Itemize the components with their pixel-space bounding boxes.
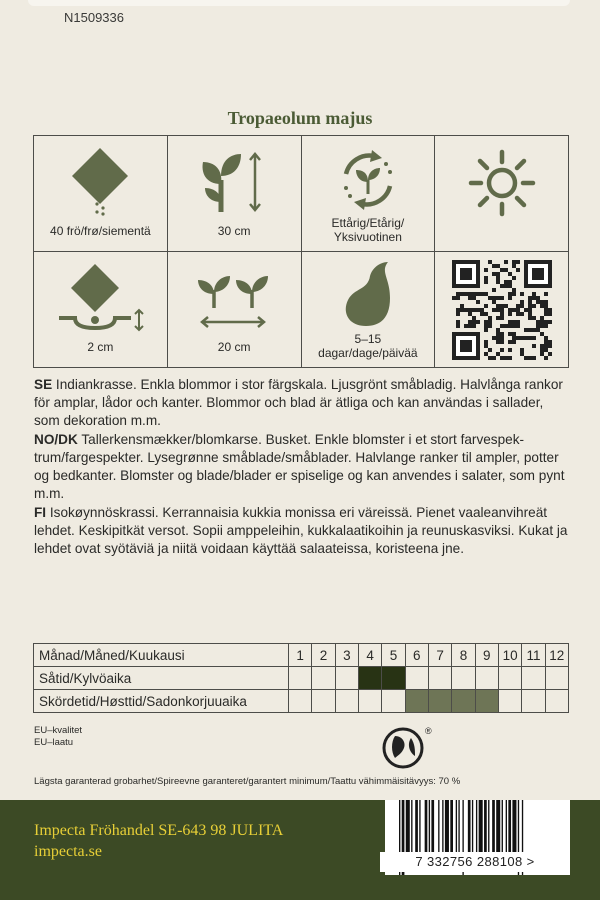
month-6: 6 <box>405 644 428 667</box>
month-10: 10 <box>498 644 521 667</box>
sowing-row-label: Såtid/Kylvöaika <box>34 667 289 690</box>
sowing-month-5-cell <box>382 667 405 690</box>
month-12: 12 <box>545 644 568 667</box>
month-1: 1 <box>289 644 312 667</box>
harvest-month-7-cell <box>428 690 451 713</box>
article-number: N1509336 <box>64 10 124 25</box>
seed-count-cell <box>34 136 168 252</box>
harvest-month-9-cell <box>475 690 498 713</box>
harvest-month-12-cell <box>545 690 568 713</box>
eu-quality-line-1: EU–kvalitet <box>34 725 83 736</box>
calendar-header-label: Månad/Måned/Kuukausi <box>34 644 289 667</box>
eu-quality <box>34 725 82 749</box>
harvest-month-6-cell <box>405 690 428 713</box>
description-se: SE Indiankrasse. Enkla blommor i stor färgskala. Ljusgrönt småbladig. Halvlånga rankor för amplar, lådor och kanter. Blommor och blad är ätliga och kan användas i sallader, som dekoration m.m. <box>34 377 563 428</box>
sowing-month-2-cell <box>312 667 335 690</box>
sowing-month-4-cell <box>358 667 381 690</box>
month-3: 3 <box>335 644 358 667</box>
plant-spacing-cell <box>167 252 301 368</box>
seed-packet-icon <box>70 146 130 216</box>
green-dot-recycle-icon <box>381 724 437 770</box>
harvest-month-1-cell <box>289 690 312 713</box>
germination-time-cell <box>301 252 435 368</box>
lifecycle-cell <box>301 136 435 252</box>
lifecycle-label-1: Ettårig/Etårig/ <box>331 216 405 230</box>
sowing-month-3-cell <box>335 667 358 690</box>
sowing-month-1-cell <box>289 667 312 690</box>
germination-days-label: 5–15 <box>354 332 382 346</box>
sowing-depth-cell <box>34 252 168 368</box>
sowing-depth-icon <box>55 260 145 332</box>
company-address: Impecta Fröhandel SE-643 98 JULITA <box>34 822 284 839</box>
month-11: 11 <box>522 644 545 667</box>
sowing-month-7-cell <box>428 667 451 690</box>
sowing-month-12-cell <box>545 667 568 690</box>
plant-spacing-label: 20 cm <box>217 340 251 354</box>
sowing-row <box>34 667 569 690</box>
harvest-month-10-cell <box>498 690 521 713</box>
harvest-month-5-cell <box>382 690 405 713</box>
sowing-calendar <box>33 643 569 713</box>
germination-guarantee: Lägsta garanterad grobarhet/Spireevne garanteret/garantert minimum/Taattu vähimmäisitävyys: 70 % <box>34 776 461 787</box>
eu-quality-line-2: EU–laatu <box>34 737 74 748</box>
info-icon-grid <box>33 135 569 368</box>
sowing-month-8-cell <box>452 667 475 690</box>
harvest-month-3-cell <box>335 690 358 713</box>
plant-height-icon <box>199 150 269 214</box>
month-2: 2 <box>312 644 335 667</box>
plant-height-cell <box>167 136 301 252</box>
barcode-number: 7 332756 288108 > <box>380 852 570 872</box>
registered-mark: ® <box>425 726 432 736</box>
harvest-month-8-cell <box>452 690 475 713</box>
harvest-row <box>34 690 569 713</box>
sowing-month-10-cell <box>498 667 521 690</box>
month-8: 8 <box>452 644 475 667</box>
harvest-row-label: Skördetid/Høsttid/Sadonkorjuuaika <box>34 690 289 713</box>
month-7: 7 <box>428 644 451 667</box>
website-link[interactable]: impecta.se <box>34 843 102 860</box>
description <box>34 376 570 559</box>
sowing-month-9-cell <box>475 667 498 690</box>
seedling-sprout-icon <box>338 258 398 328</box>
qr-cell <box>435 252 569 368</box>
packet-top-edge <box>28 0 570 6</box>
lifecycle-label-2: Yksivuotinen <box>333 230 402 244</box>
sowing-month-11-cell <box>522 667 545 690</box>
month-9: 9 <box>475 644 498 667</box>
qr-code-icon[interactable] <box>452 260 552 360</box>
sun-icon <box>467 148 537 218</box>
germination-unit-label: dagar/dage/päivää <box>318 346 418 360</box>
annual-cycle-icon <box>336 148 400 212</box>
sowing-depth-label: 2 cm <box>87 340 114 354</box>
month-5: 5 <box>382 644 405 667</box>
latin-name-title: Tropaeolum majus <box>227 108 373 128</box>
seed-count-label: 40 frö/frø/siementä <box>50 224 151 238</box>
description-nodk: NO/DK Tallerkensmækker/blomkarse. Busket. Enkle blomster i et stort farvespek-trum/fargespekter. Lysegrønne småblade/småblader. Halvlange ranker til ampler, potter og bedkanter. Blomster og blade/blader er spiselige og kan anvendes i salater, som pynt m.m. <box>34 432 565 501</box>
harvest-month-11-cell <box>522 690 545 713</box>
harvest-month-4-cell <box>358 690 381 713</box>
plant-spacing-icon <box>194 266 274 336</box>
description-fi: FI Isokøynnöskrassi. Kerrannaisia kukkia monissa eri väreissä. Pienet vaaleanvihreät lehdet. Keskipitkät versot. Sopii amppeleihin, kukkalaatikoihin ja reunuskasviksi. Kukat ja lehdet ovat syötäviä ja niitä voidaan käyttää salaateissa, koristeena jne. <box>34 505 568 556</box>
month-4: 4 <box>358 644 381 667</box>
sowing-month-6-cell <box>405 667 428 690</box>
plant-height-label: 30 cm <box>217 224 251 238</box>
sun-cell <box>435 136 569 252</box>
harvest-month-2-cell <box>312 690 335 713</box>
